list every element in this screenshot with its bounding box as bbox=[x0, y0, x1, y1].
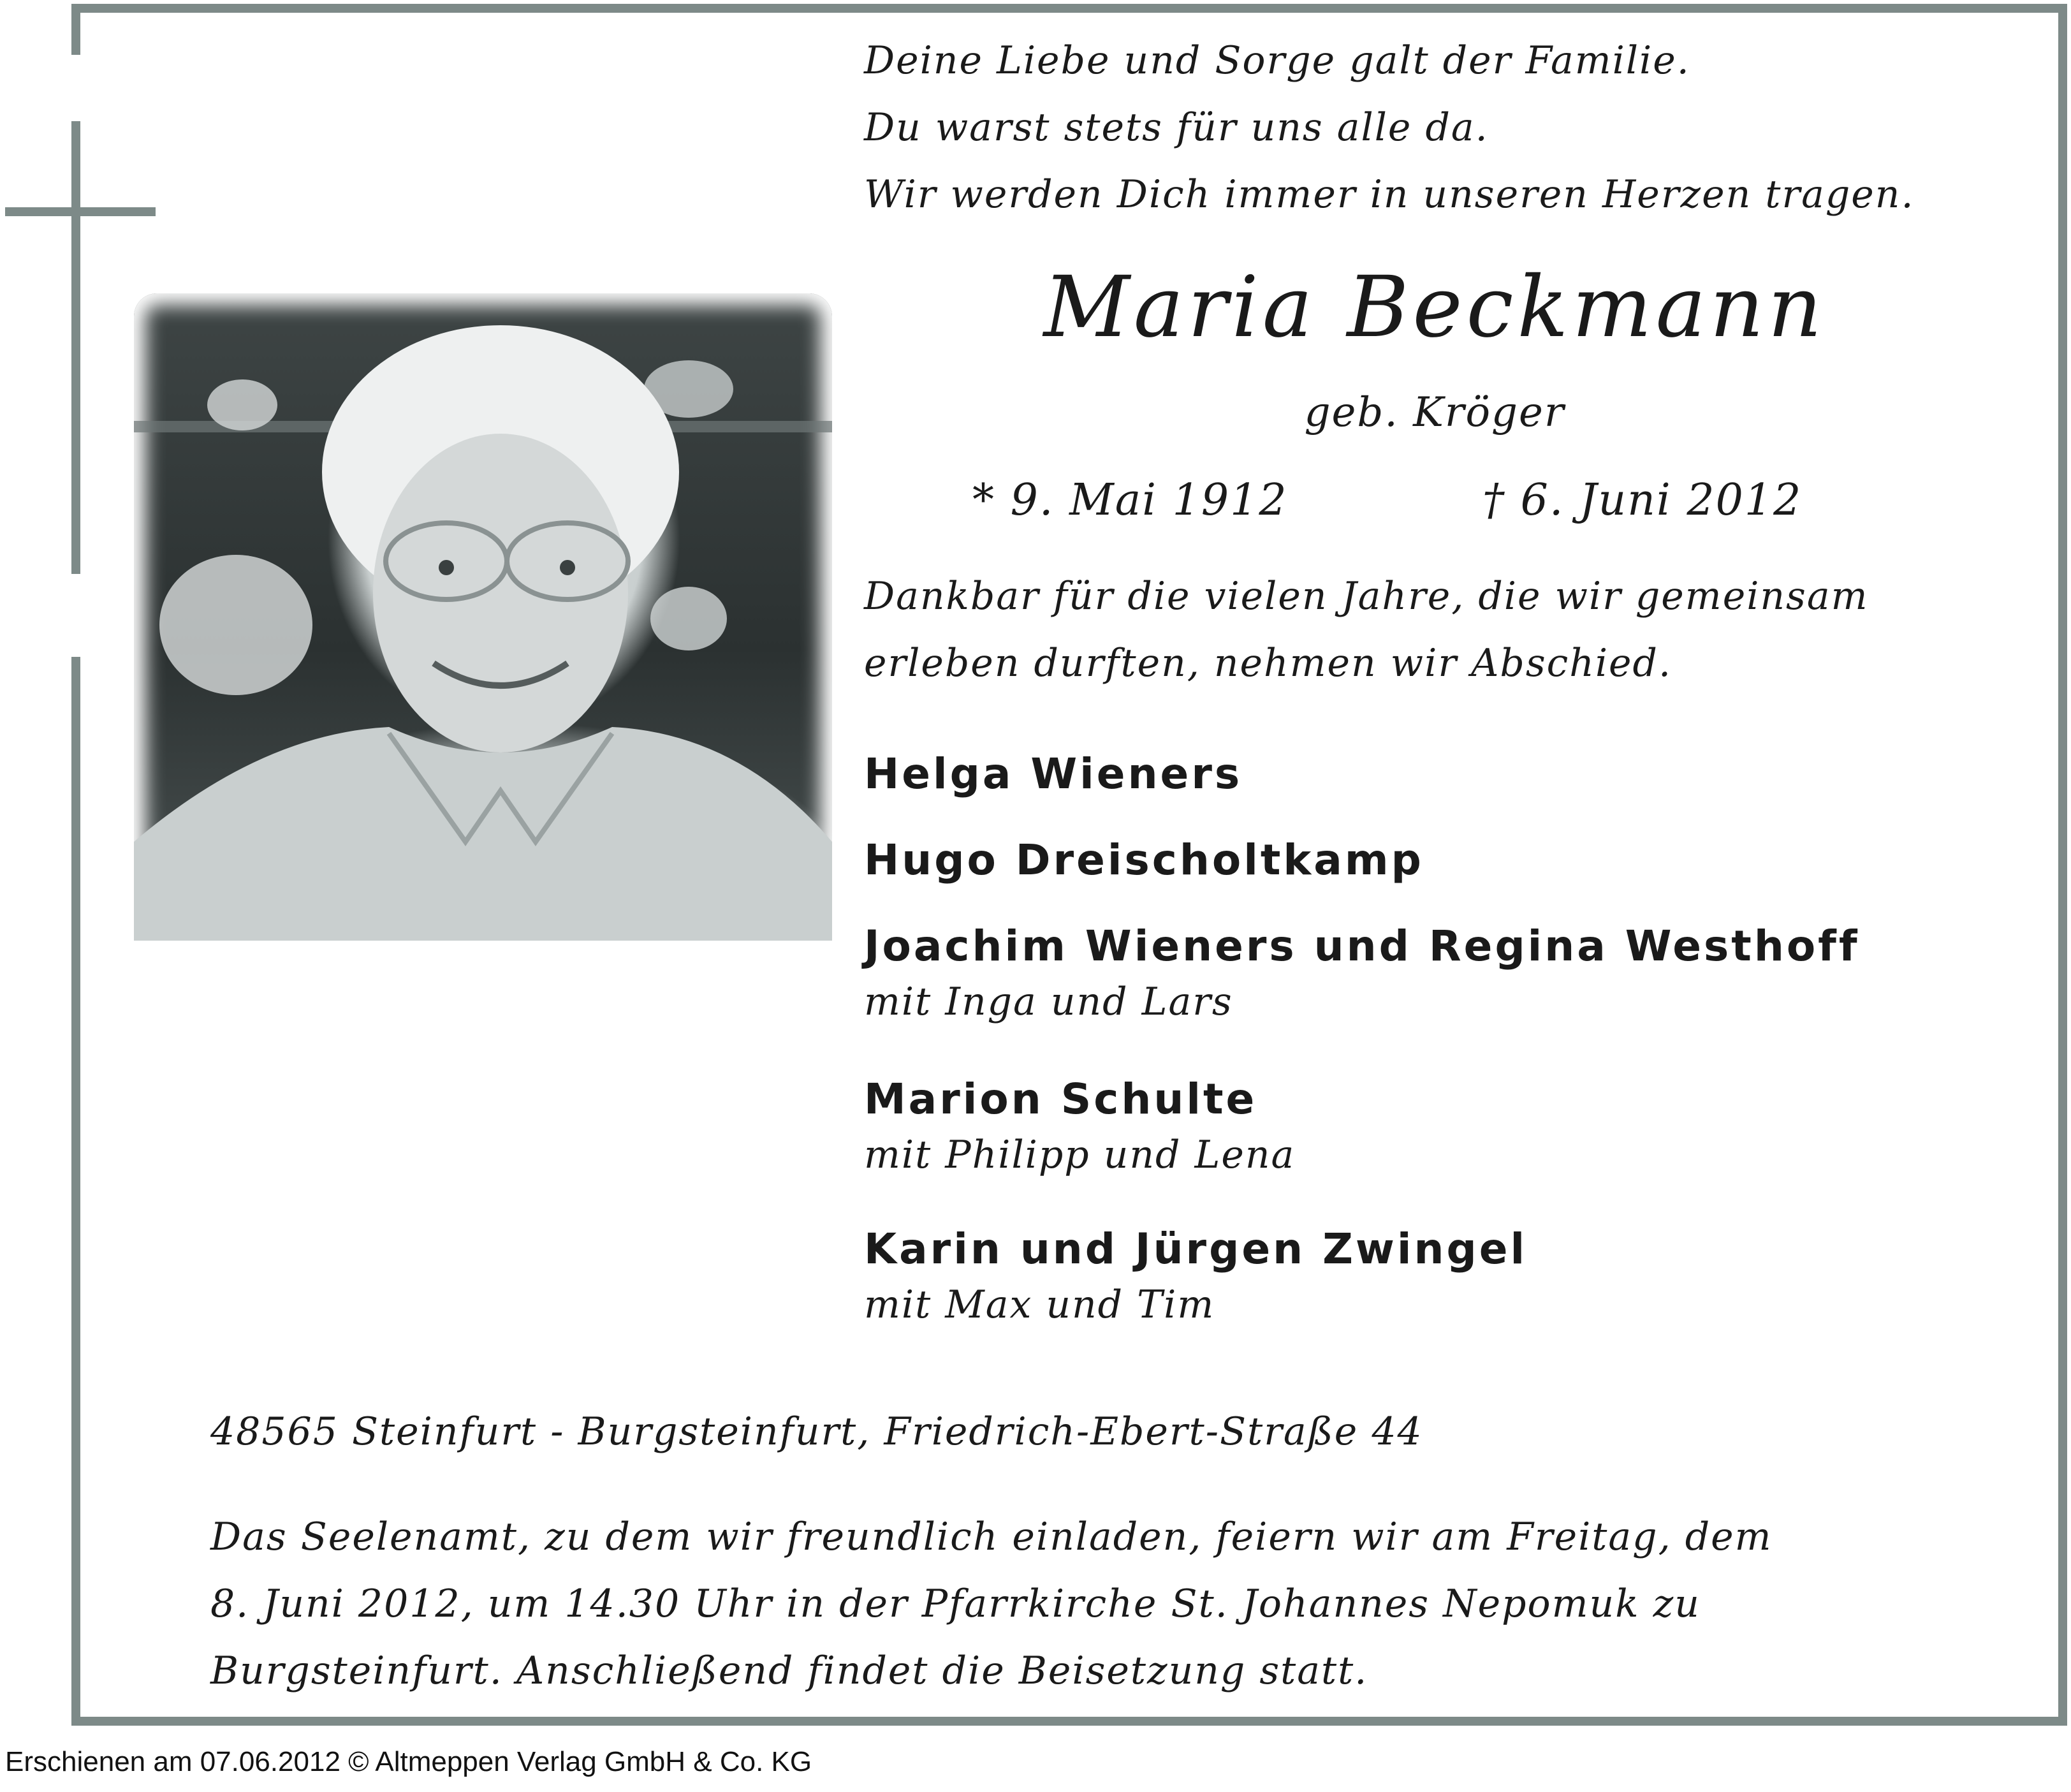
mourner-entry bbox=[864, 922, 1860, 1024]
service-line: Das Seelenamt, zu dem wir freundlich einladen, feiern wir am Freitag, dem bbox=[210, 1515, 1773, 1559]
cross-icon bbox=[5, 207, 156, 216]
frame-bottom-border bbox=[71, 1717, 2067, 1726]
cross-vertical-beam bbox=[71, 121, 80, 574]
publication-footer: Erschienen am 07.06.2012 © Altmeppen Verlag GmbH & Co. KG bbox=[5, 1746, 812, 1777]
mourner-family: mit Philipp und Lena bbox=[864, 1133, 1296, 1177]
mourner-name: Marion Schulte bbox=[864, 1075, 1257, 1124]
thanks-line: Dankbar für die vielen Jahre, die wir gemeinsam bbox=[864, 574, 1869, 619]
poem-line: Deine Liebe und Sorge galt der Familie. bbox=[864, 38, 1690, 83]
mourner-family: mit Inga und Lars bbox=[864, 980, 1233, 1024]
mourner-entry bbox=[864, 1075, 1295, 1177]
maiden-name: geb. Kröger bbox=[1304, 389, 1565, 436]
family-address: 48565 Steinfurt - Burgsteinfurt, Friedrich-Ebert-Straße 44 bbox=[210, 1409, 1423, 1454]
poem-line: Wir werden Dich immer in unseren Herzen tragen. bbox=[864, 172, 1915, 217]
thanks-line: erleben durften, nehmen wir Abschied. bbox=[864, 641, 1672, 686]
mourner-name: Helga Wieners bbox=[864, 749, 1243, 798]
mourner-entry bbox=[864, 835, 1424, 885]
service-line: 8. Juni 2012, um 14.30 Uhr in der Pfarrkirche St. Johannes Nepomuk zu bbox=[210, 1582, 1701, 1626]
death-date: † 6. Juni 2012 bbox=[1482, 475, 1803, 525]
frame-left-border-top bbox=[71, 4, 80, 55]
frame-top-border bbox=[71, 4, 2067, 13]
birth-date: * 9. Mai 1912 bbox=[972, 475, 1288, 525]
deceased-name: Maria Beckmann bbox=[1043, 258, 1826, 356]
mourner-entry bbox=[864, 749, 1242, 798]
mourner-family: mit Max und Tim bbox=[864, 1282, 1215, 1327]
poem-line: Du warst stets für uns alle da. bbox=[864, 105, 1489, 150]
frame-left-border-bottom bbox=[71, 657, 80, 1726]
mourner-entry bbox=[864, 1224, 1527, 1327]
service-line: Burgsteinfurt. Anschließend findet die Beisetzung statt. bbox=[210, 1649, 1368, 1693]
mourner-name: Hugo Dreischoltkamp bbox=[864, 835, 1424, 885]
mourner-name: Joachim Wieners und Regina Westhoff bbox=[864, 922, 1860, 971]
mourner-name: Karin und Jürgen Zwingel bbox=[864, 1224, 1528, 1274]
